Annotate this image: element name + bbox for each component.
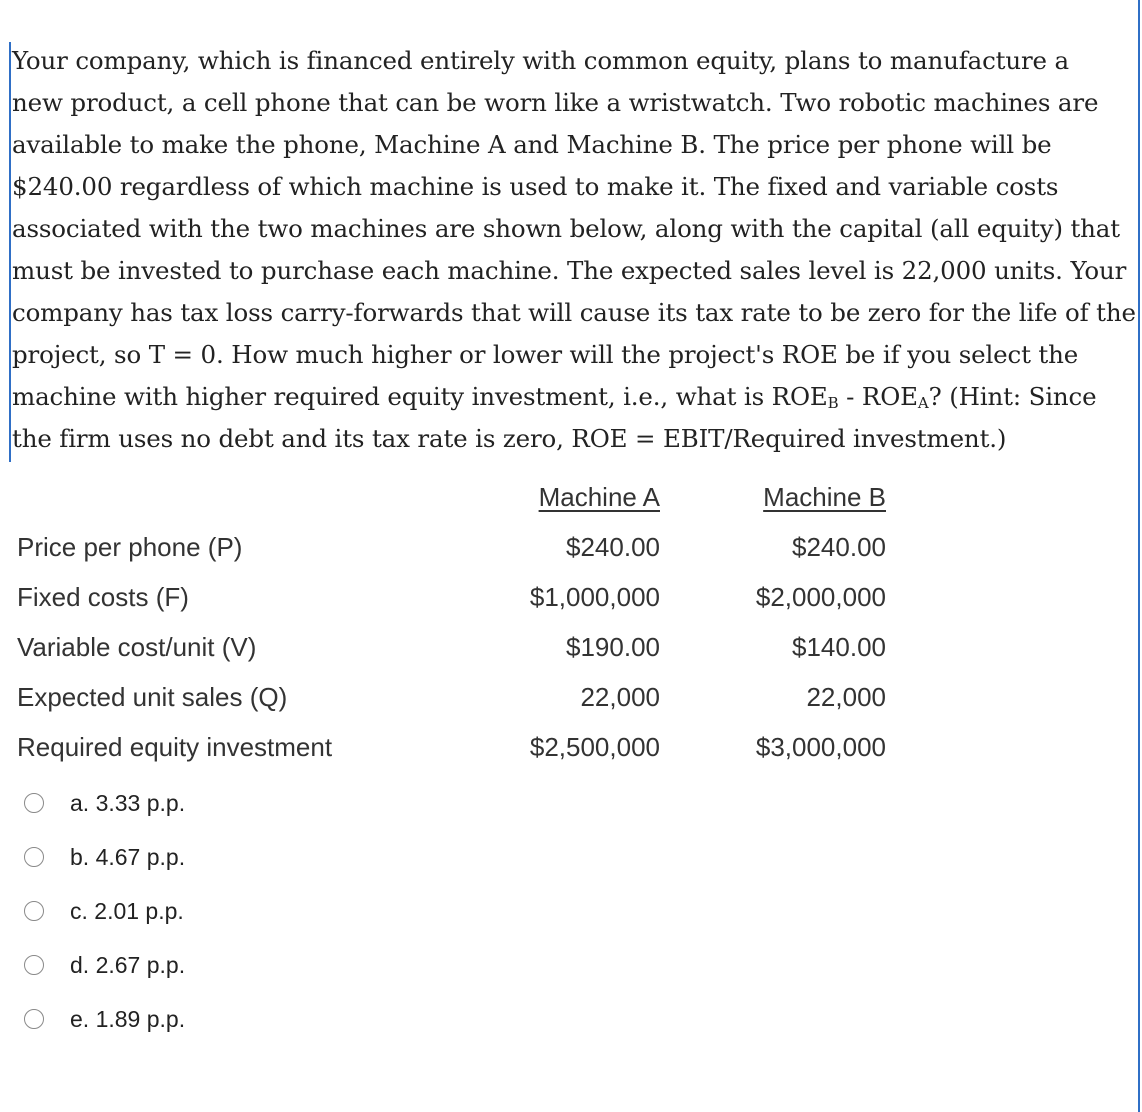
roe-mid: - ROE [838, 382, 918, 411]
radio-button[interactable] [24, 1009, 44, 1029]
question-line: the firm uses no debt and its tax rate is zero, ROE = EBIT/Required investment.) [12, 424, 1007, 453]
row-label-unit-sales: Expected unit sales (Q) [17, 682, 288, 712]
roe-subscript-b: B [827, 394, 839, 412]
question-line: associated with the two machines are shown below, along with the capital (all equity) that [12, 214, 1120, 243]
answer-option-label: b. 4.67 p.p. [70, 843, 186, 870]
cell-price-a: $240.00 [566, 532, 660, 562]
cell-price-b: $240.00 [792, 532, 886, 562]
answer-option-c[interactable] [24, 891, 184, 931]
question-text [12, 40, 1136, 460]
answer-option-label: c. 2.01 p.p. [70, 897, 184, 924]
cell-fixed-costs-a: $1,000,000 [529, 582, 660, 612]
answer-option-e[interactable] [24, 999, 185, 1039]
answer-option-label: d. 2.67 p.p. [70, 951, 186, 978]
answer-option-label: a. 3.33 p.p. [70, 789, 186, 816]
cell-equity-investment-b: $3,000,000 [755, 732, 886, 762]
cell-unit-sales-a: 22,000 [580, 682, 660, 712]
radio-button[interactable] [24, 847, 44, 867]
question-line-roe [12, 376, 1130, 418]
question-line: must be invested to purchase each machine. The expected sales level is 22,000 units. Your [12, 256, 1127, 285]
roe-prefix: machine with higher required equity investment, i.e., what is ROE [12, 382, 828, 411]
question-line: company has tax loss carry-forwards that will cause its tax rate to be zero for the life of the [12, 298, 1136, 327]
question-line: Your company, which is financed entirely with common equity, plans to manufacture a [12, 46, 1069, 75]
radio-button[interactable] [24, 901, 44, 921]
question-line: project, so T = 0. How much higher or lower will the project's ROE be if you select the [12, 340, 1079, 369]
column-header-machine-b: Machine B [763, 482, 886, 512]
question-line: available to make the phone, Machine A and Machine B. The price per phone will be [12, 130, 1052, 159]
question-line: new product, a cell phone that can be worn like a wristwatch. Two robotic machines are [12, 88, 1099, 117]
row-label-price: Price per phone (P) [17, 532, 243, 562]
column-header-machine-a: Machine A [538, 482, 660, 512]
question-line: $240.00 regardless of which machine is used to make it. The fixed and variable costs [12, 172, 1059, 201]
answer-option-a[interactable] [24, 783, 185, 823]
cell-variable-cost-a: $190.00 [566, 632, 660, 662]
cell-variable-cost-b: $140.00 [792, 632, 886, 662]
cell-fixed-costs-b: $2,000,000 [755, 582, 886, 612]
answer-option-d[interactable] [24, 945, 185, 985]
radio-button[interactable] [24, 793, 44, 813]
cell-unit-sales-b: 22,000 [806, 682, 886, 712]
radio-button[interactable] [24, 955, 44, 975]
panel-right-border [1138, 0, 1140, 1112]
row-label-equity-investment: Required equity investment [17, 732, 333, 762]
row-label-fixed-costs: Fixed costs (F) [17, 582, 189, 612]
answer-option-b[interactable] [24, 837, 185, 877]
answer-option-label: e. 1.89 p.p. [70, 1005, 186, 1032]
roe-suffix: ? (Hint: Since [928, 382, 1097, 411]
roe-subscript-a: A [917, 394, 929, 412]
cell-equity-investment-a: $2,500,000 [529, 732, 660, 762]
row-label-variable-cost: Variable cost/unit (V) [17, 632, 257, 662]
